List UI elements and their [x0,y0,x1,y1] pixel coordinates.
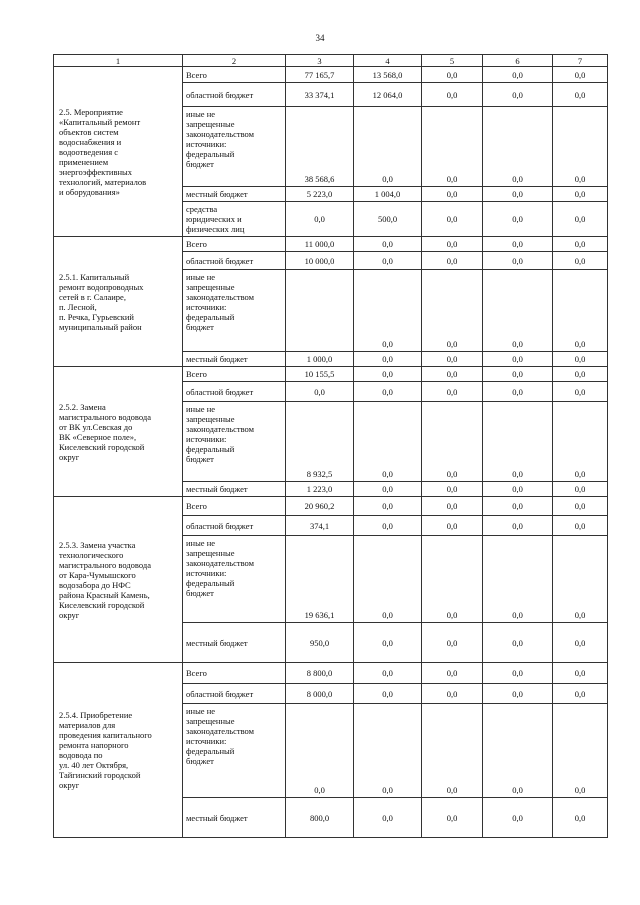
page-number: 34 [315,33,325,43]
activity-name-line: ВК «Северное поле», [59,431,137,442]
funding-source-line: источники: [186,302,227,312]
value-cell-col3: 19 636,1 [286,536,354,623]
funding-source-regional: областной бюджет [183,684,286,704]
value-cell-col7: 0,0 [553,252,608,270]
column-header: 6 [483,55,553,67]
activity-name-line: магистрального водовода [59,411,151,422]
table-body [54,67,608,838]
activity-name-line: магистрального водовода [59,559,151,570]
value-cell-col4: 0,0 [354,663,422,684]
value-cell-col3: 5 223,0 [286,187,354,202]
funding-source-line: законодательством [186,129,255,139]
value-cell-col5: 0,0 [422,237,483,252]
value-cell-col4: 13 568,0 [354,67,422,83]
funding-source-line: бюджет [186,454,214,464]
funding-source-line: федеральный [186,312,235,322]
value-cell-col5: 0,0 [422,482,483,497]
value-cell-col6: 0,0 [483,482,553,497]
activity-name-line: водоотведения с [59,146,119,157]
funding-source-line: бюджет [186,159,214,169]
activity-name-line: «Капитальный ремонт [59,116,141,127]
funding-source-line: федеральный [186,149,235,159]
value-cell-col3: 20 960,2 [286,497,354,516]
value-cell-col5: 0,0 [422,704,483,798]
value-cell-col7: 0,0 [553,482,608,497]
value-cell-col3 [286,270,354,352]
value-cell-col7: 0,0 [553,352,608,367]
funding-source-total: Всего [183,237,286,252]
value-cell-col3: 1 223,0 [286,482,354,497]
table-row [54,497,608,516]
funding-source-other [183,536,286,623]
funding-source-line: иные не [186,272,216,282]
value-cell-col5: 0,0 [422,83,483,107]
funding-source-other [183,704,286,798]
funding-source-line: законодательством [186,292,255,302]
value-cell-col6: 0,0 [483,83,553,107]
activity-name-line: ремонта напорного [59,740,129,750]
value-cell-col6: 0,0 [483,67,553,83]
value-cell-col7: 0,0 [553,663,608,684]
value-cell-col3: 10 000,0 [286,252,354,270]
header-row [54,55,608,67]
activity-name-line: водовода по [59,750,103,760]
activity-name-line: района Красный Камень, [59,589,150,600]
activity-name-line: Киселевский городской [59,599,145,610]
activity-name-line: 2.5.3. Замена участка [59,539,136,550]
value-cell-col6: 0,0 [483,704,553,798]
value-cell-col5: 0,0 [422,352,483,367]
activity-name [54,67,183,237]
value-cell-col6: 0,0 [483,237,553,252]
funding-source-local: местный бюджет [183,482,286,497]
value-cell-col6: 0,0 [483,202,553,237]
value-cell-col4: 500,0 [354,202,422,237]
activity-name [54,663,183,838]
value-cell-col3: 0,0 [286,202,354,237]
activity-name-line: ремонт водопроводных [59,281,144,292]
value-cell-col6: 0,0 [483,402,553,482]
activity-name-line: п. Лесной, [59,301,97,312]
funding-source-regional: областной бюджет [183,83,286,107]
column-header: 5 [422,55,483,67]
funding-source-local: местный бюджет [183,352,286,367]
value-cell-col4: 0,0 [354,367,422,382]
value-cell-col4: 0,0 [354,270,422,352]
funding-source-local: местный бюджет [183,187,286,202]
funding-source-total: Всего [183,663,286,684]
value-cell-col4: 0,0 [354,482,422,497]
value-cell-col5: 0,0 [422,798,483,838]
funding-source-line: законодательством [186,558,255,568]
activity-name [54,367,183,497]
activity-name-line: Киселевский городской [59,441,145,452]
value-cell-col5: 0,0 [422,536,483,623]
value-cell-col3: 8 000,0 [286,684,354,704]
value-cell-col6: 0,0 [483,352,553,367]
funding-source-line: запрещенные [186,414,235,424]
value-cell-col6: 0,0 [483,270,553,352]
value-cell-col7: 0,0 [553,536,608,623]
value-cell-col4: 0,0 [354,237,422,252]
value-cell-col6: 0,0 [483,367,553,382]
value-cell-col5: 0,0 [422,684,483,704]
value-cell-col5: 0,0 [422,67,483,83]
funding-source-line: федеральный [186,444,235,454]
value-cell-col4: 0,0 [354,107,422,187]
activity-name-line: 2.5.4. Приобретение [59,710,133,720]
value-cell-col6: 0,0 [483,497,553,516]
activity-name-line: от Кара-Чумышского [59,569,136,580]
value-cell-col4: 0,0 [354,382,422,402]
activity-name-line: ул. 40 лет Октября, [59,760,129,770]
value-cell-col3: 374,1 [286,516,354,536]
value-cell-col7: 0,0 [553,497,608,516]
funding-source-line: физических лиц [186,224,245,234]
funding-source-line: законодательством [186,726,255,736]
value-cell-col5: 0,0 [422,252,483,270]
value-cell-col4: 0,0 [354,684,422,704]
column-header: 3 [286,55,354,67]
value-cell-col5: 0,0 [422,402,483,482]
column-header: 7 [553,55,608,67]
activity-name-line: проведения капитального [59,730,152,740]
value-cell-col5: 0,0 [422,497,483,516]
value-cell-col5: 0,0 [422,382,483,402]
table-row [54,367,608,382]
value-cell-col3: 0,0 [286,704,354,798]
funding-source-local: местный бюджет [183,798,286,838]
funding-source-line: бюджет [186,322,214,332]
value-cell-col7: 0,0 [553,202,608,237]
activity-name-line: муниципальный район [59,321,142,332]
value-cell-col3: 1 000,0 [286,352,354,367]
funding-source-line: запрещенные [186,119,235,129]
funding-source-line: средства [186,204,218,214]
value-cell-col5: 0,0 [422,270,483,352]
activity-name-line: водозабора до НФС [59,579,131,590]
activity-name-line: объектов систем [59,126,119,137]
funding-source-line: источники: [186,568,227,578]
funding-source-line: запрещенные [186,282,235,292]
value-cell-col5: 0,0 [422,202,483,237]
value-cell-col6: 0,0 [483,684,553,704]
activity-name-line: Тайгинский городской [59,770,141,780]
value-cell-col4: 0,0 [354,798,422,838]
activity-name-line: 2.5.2. Замена [59,401,106,412]
activity-name-line: и оборудования» [59,186,120,197]
value-cell-col3: 11 000,0 [286,237,354,252]
column-header: 2 [183,55,286,67]
value-cell-col6: 0,0 [483,107,553,187]
value-cell-col7: 0,0 [553,623,608,663]
activity-name-line: сетей в г. Салаире, [59,291,126,302]
activity-name [54,497,183,663]
value-cell-col6: 0,0 [483,798,553,838]
value-cell-col6: 0,0 [483,536,553,623]
value-cell-col3: 8 800,0 [286,663,354,684]
value-cell-col7: 0,0 [553,187,608,202]
funding-source-line: иные не [186,109,216,119]
column-header: 1 [54,55,183,67]
activity-name-line: округ [59,451,80,462]
funding-source-line: иные не [186,538,216,548]
value-cell-col3: 8 932,5 [286,402,354,482]
activity-name-line: 2.5.1. Капитальный [59,271,130,282]
value-cell-col5: 0,0 [422,107,483,187]
funding-source-line: запрещенные [186,716,235,726]
value-cell-col4: 1 004,0 [354,187,422,202]
funding-source-total: Всего [183,367,286,382]
activity-name [54,237,183,367]
activity-name-line: применением [59,156,109,167]
funding-source-total: Всего [183,497,286,516]
funding-source-line: законодательством [186,424,255,434]
funding-source-other [183,107,286,187]
value-cell-col3: 38 568,6 [286,107,354,187]
funding-source-line: юридических и [186,214,242,224]
value-cell-col4: 0,0 [354,402,422,482]
value-cell-col6: 0,0 [483,623,553,663]
value-cell-col5: 0,0 [422,623,483,663]
activity-name-line: округ [59,609,80,620]
funding-source-total: Всего [183,67,286,83]
funding-source-line: федеральный [186,746,235,756]
value-cell-col4: 0,0 [354,623,422,663]
value-cell-col3: 33 374,1 [286,83,354,107]
funding-source-regional: областной бюджет [183,252,286,270]
value-cell-col7: 0,0 [553,684,608,704]
activity-name-line: водоснабжения и [59,136,122,147]
value-cell-col5: 0,0 [422,516,483,536]
value-cell-col4: 0,0 [354,497,422,516]
value-cell-col7: 0,0 [553,83,608,107]
value-cell-col3: 950,0 [286,623,354,663]
budget-table [53,54,608,838]
value-cell-col7: 0,0 [553,67,608,83]
value-cell-col5: 0,0 [422,663,483,684]
funding-source-line: источники: [186,434,227,444]
value-cell-col6: 0,0 [483,663,553,684]
value-cell-col7: 0,0 [553,107,608,187]
funding-source-line: источники: [186,139,227,149]
value-cell-col7: 0,0 [553,237,608,252]
funding-source-line: источники: [186,736,227,746]
value-cell-col7: 0,0 [553,704,608,798]
funding-source-line: бюджет [186,588,214,598]
funding-source-line: федеральный [186,578,235,588]
value-cell-col4: 0,0 [354,704,422,798]
value-cell-col4: 0,0 [354,252,422,270]
value-cell-col6: 0,0 [483,382,553,402]
funding-source-legal [183,202,286,237]
value-cell-col3: 77 165,7 [286,67,354,83]
value-cell-col6: 0,0 [483,252,553,270]
value-cell-col5: 0,0 [422,187,483,202]
value-cell-col7: 0,0 [553,270,608,352]
value-cell-col7: 0,0 [553,382,608,402]
funding-source-regional: областной бюджет [183,516,286,536]
activity-name-line: п. Речка, Гурьевский [59,311,134,322]
funding-source-line: бюджет [186,756,214,766]
funding-source-line: иные не [186,706,216,716]
activity-name-line: от ВК ул.Севская до [59,421,133,432]
activity-name-line: округ [59,780,80,790]
activity-name-line: материалов для [59,720,116,730]
funding-source-other [183,270,286,352]
value-cell-col7: 0,0 [553,402,608,482]
value-cell-col5: 0,0 [422,367,483,382]
funding-source-other [183,402,286,482]
funding-source-regional: областной бюджет [183,382,286,402]
column-header: 4 [354,55,422,67]
funding-source-local: местный бюджет [183,623,286,663]
activity-name-line: технологий, материалов [59,176,147,187]
value-cell-col4: 0,0 [354,352,422,367]
value-cell-col3: 800,0 [286,798,354,838]
value-cell-col7: 0,0 [553,798,608,838]
value-cell-col3: 10 155,5 [286,367,354,382]
value-cell-col6: 0,0 [483,516,553,536]
table-row [54,237,608,252]
value-cell-col3: 0,0 [286,382,354,402]
funding-source-line: запрещенные [186,548,235,558]
value-cell-col4: 0,0 [354,516,422,536]
value-cell-col4: 0,0 [354,536,422,623]
value-cell-col7: 0,0 [553,367,608,382]
activity-name-line: технологического [59,549,124,560]
activity-name-line: энергоэффективных [59,166,132,177]
value-cell-col7: 0,0 [553,516,608,536]
activity-name-line: 2.5. Мероприятие [59,106,123,117]
value-cell-col6: 0,0 [483,187,553,202]
table-row [54,67,608,83]
funding-source-line: иные не [186,404,216,414]
table-row [54,663,608,684]
value-cell-col4: 12 064,0 [354,83,422,107]
